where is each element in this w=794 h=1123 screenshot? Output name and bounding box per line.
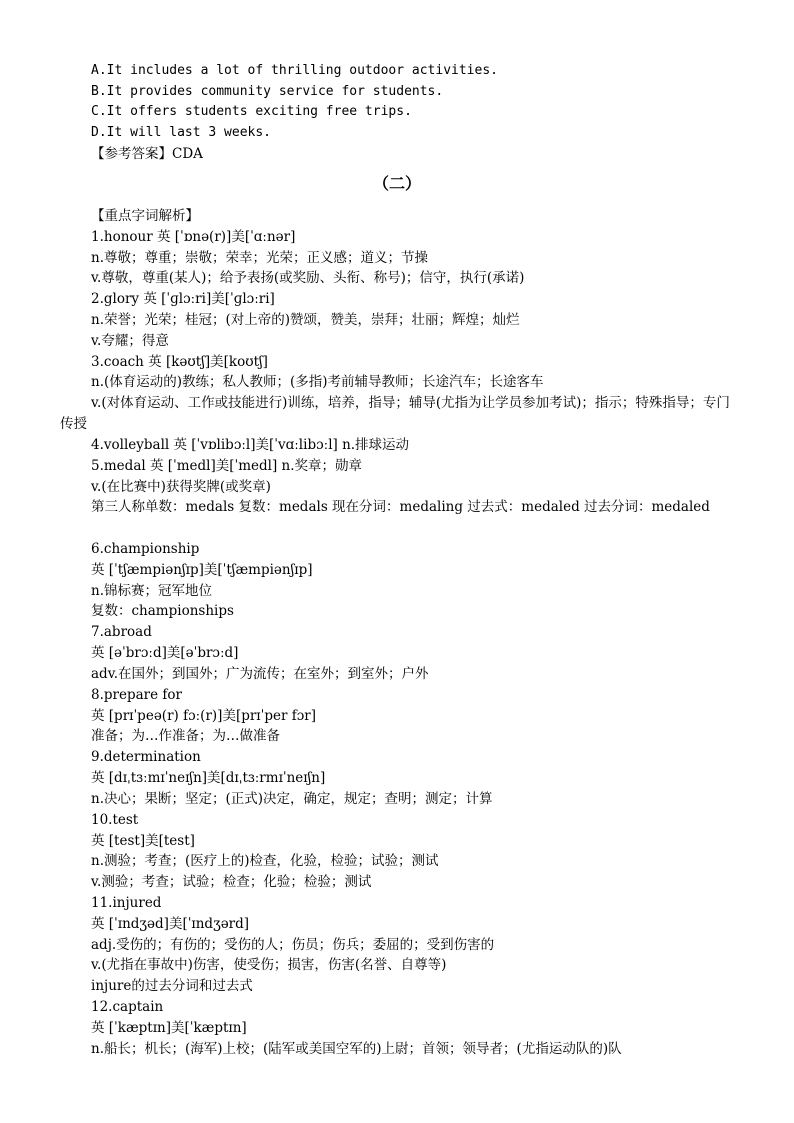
entry-captain-noun: n.船长；机长；(海军)上校；(陆军或美国空军的)上尉；首领；领导者；(尤指运动队的)队	[91, 1041, 622, 1057]
entry-championship-plural: 复数：championships	[91, 603, 234, 619]
entry-injured-note: injure的过去分词和过去式	[91, 978, 253, 994]
entry-test-noun: n.测验；考查；(医疗上的)检查，化验，检验；试验；测试	[91, 853, 439, 869]
entry-injured-verb: v.(尤指在事故中)伤害，使受伤；损害，伤害(名誉、自尊等)	[91, 957, 447, 973]
reference-answer: 【参考答案】CDA	[91, 146, 203, 162]
entry-determination-head: 9.determination	[91, 749, 201, 765]
entry-abroad-adv: adv.在国外；到国外；广为流传；在室外；到室外；户外	[91, 666, 429, 682]
entry-medal-verb: v.(在比赛中)获得奖牌(或奖章)	[91, 479, 271, 495]
entry-determination-pron: 英 [dɪˌtɜːmɪˈneɪʃn]美[dɪˌtɜːrmɪˈneɪʃn]	[91, 770, 326, 786]
entry-honour-verb: v.尊敬，尊重(某人)；给予表扬(或奖励、头衔、称号)；信守，执行(承诺)	[91, 270, 525, 286]
entry-glory-noun: n.荣誉；光荣；桂冠；(对上帝的)赞颂，赞美，崇拜；壮丽；辉煌；灿烂	[91, 312, 520, 328]
entry-medal-forms: 第三人称单数：medals 复数：medals 现在分词：medaling 过去式：medaled 过去分词：medaled	[91, 499, 710, 515]
entry-injured-pron: 英 [ˈɪndʒəd]美[ˈɪndʒərd]	[91, 916, 250, 932]
entry-championship-noun: n.锦标赛；冠军地位	[91, 583, 212, 599]
vocab-header: 【重点字词解析】	[91, 208, 199, 224]
entry-prepare-for-def: 准备；为…作准备；为…做准备	[91, 728, 280, 744]
entry-captain-head: 12.captain	[91, 999, 164, 1015]
entry-abroad-pron: 英 [əˈbrɔːd]美[əˈbrɔːd]	[91, 645, 239, 661]
option-a: A.It includes a lot of thrilling outdoor activities.	[91, 63, 498, 78]
entry-championship-head: 6.championship	[91, 541, 200, 557]
entry-test-verb: v.测验；考查；试验；检查；化验；检验；测试	[91, 874, 372, 890]
entry-coach-noun: n.(体育运动的)教练；私人教师；(多指)考前辅导教师；长途汽车；长途客车	[91, 374, 544, 390]
entry-abroad-head: 7.abroad	[91, 624, 152, 640]
section-title: （二）	[372, 174, 421, 193]
entry-injured-adj: adj.受伤的；有伤的；受伤的人；伤员；伤兵；委屈的；受到伤害的	[91, 937, 495, 953]
entry-determination-noun: n.决心；果断；坚定；(正式)决定，确定，规定；查明；测定；计算	[91, 791, 493, 807]
option-b: B.It provides community service for students.	[91, 84, 444, 99]
entry-coach-verb: v.(对体育运动、工作或技能进行)训练，培养，指导；辅导(尤指为让学员参加考试)；指示；特殊指导；专门传授	[60, 395, 730, 432]
entry-glory-head: 2.glory 英 [ˈɡlɔːri]美[ˈɡlɔːri]	[91, 291, 275, 307]
option-d: D.It will last 3 weeks.	[91, 125, 272, 140]
entry-injured-head: 11.injured	[91, 895, 162, 911]
entry-prepare-for-head: 8.prepare for	[91, 687, 182, 703]
entry-test-head: 10.test	[91, 812, 139, 828]
entry-medal-head: 5.medal 英 [ˈmedl]美[ˈmedl] n.奖章；勋章	[91, 458, 363, 474]
entry-honour-head: 1.honour 英 [ˈɒnə(r)]美[ˈɑːnər]	[91, 229, 296, 245]
entry-captain-pron: 英 [ˈkæptɪn]美[ˈkæptɪn]	[91, 1020, 247, 1036]
entry-glory-verb: v.夸耀；得意	[91, 333, 169, 349]
entry-championship-pron: 英 [ˈtʃæmpiənʃɪp]美[ˈtʃæmpiənʃɪp]	[91, 562, 313, 578]
entry-volleyball-head: 4.volleyball 英 [ˈvɒlibɔːl]美[ˈvɑːlibɔːl] n.排球运动	[91, 437, 410, 453]
entry-coach-head: 3.coach 英 [kəʊtʃ]美[koʊtʃ]	[91, 354, 268, 370]
entry-honour-noun: n.尊敬；尊重；崇敬；荣幸；光荣；正义感；道义；节操	[91, 250, 428, 266]
entry-test-pron: 英 [test]美[test]	[91, 833, 195, 849]
entry-prepare-for-pron: 英 [prɪˈpeə(r) fɔː(r)]美[prɪˈper fɔr]	[91, 708, 316, 724]
option-c: C.It offers students exciting free trips.	[91, 104, 412, 119]
